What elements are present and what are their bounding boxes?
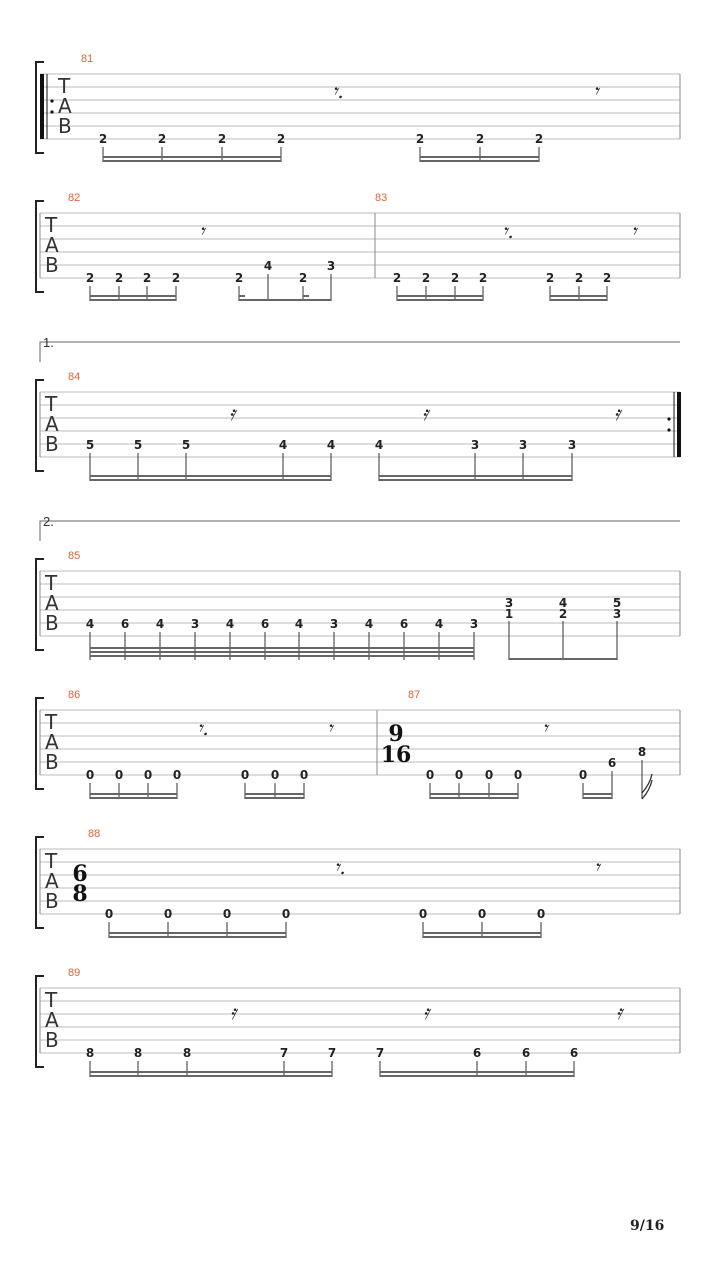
repeat-dot [50, 99, 53, 102]
eighth-rest: 𝄾. [332, 79, 344, 103]
fret-number: 7 [375, 1046, 385, 1060]
fret-numbers [86, 438, 576, 452]
beams [90, 647, 617, 660]
fret-number: 0 [513, 768, 523, 782]
eighth-rest: 𝄾. [334, 855, 346, 879]
fret-numbers [86, 259, 611, 285]
tab-clef-b: B [58, 114, 72, 138]
fret-number: 6 [260, 617, 270, 631]
time-signature-bottom: 8 [72, 881, 88, 907]
fret-number: 0 [425, 768, 435, 782]
fret-number: 2 [142, 271, 152, 285]
fret-number: 0 [240, 768, 250, 782]
system-82 [36, 192, 680, 301]
repeat-start-thick-bar [40, 74, 44, 139]
note-stems [90, 1061, 574, 1077]
sixteenth-rest: 𝄿 [616, 1000, 623, 1024]
fret-number: 0 [281, 907, 291, 921]
chord-fret-upper: 5 [612, 596, 622, 610]
fret-number: 2 [98, 132, 108, 146]
fret-number: 2 [602, 271, 612, 285]
tab-clef-b: B [45, 889, 59, 913]
fret-number: 0 [114, 768, 124, 782]
fret-number: 0 [418, 907, 428, 921]
tab-clef-a: A [45, 730, 59, 754]
fret-number: 6 [120, 617, 130, 631]
fret-number: 6 [472, 1046, 482, 1060]
chord-fret-lower: 3 [612, 607, 622, 621]
fret-number: 0 [578, 768, 588, 782]
fret-number: 2 [234, 271, 244, 285]
tab-clef-b: B [45, 253, 59, 277]
fret-number: 2 [478, 271, 488, 285]
system-81 [36, 53, 680, 162]
system-89 [36, 967, 680, 1077]
system-86 [36, 689, 680, 799]
staff-lines [40, 710, 680, 775]
fret-number: 4 [155, 617, 165, 631]
eighth-rest: 𝄾 [631, 219, 637, 243]
tab-clef-a: A [45, 869, 59, 893]
volta-2 [40, 514, 680, 541]
time-signature-top: 9 [388, 721, 404, 747]
fret-number: 3 [518, 438, 528, 452]
volta-1 [40, 335, 680, 362]
eighth-rest: 𝄾 [542, 716, 548, 740]
tab-clef-t: T [45, 571, 58, 595]
fret-number: 5 [85, 438, 95, 452]
beams [90, 295, 607, 301]
measure-number: 84 [68, 371, 81, 383]
measure-number: 87 [408, 689, 421, 701]
sixteenth-rest: 𝄿 [229, 401, 236, 425]
measure-number: 89 [68, 967, 81, 979]
eighth-rest: 𝄾 [199, 219, 205, 243]
chord-fret-lower: 1 [504, 607, 514, 621]
note-stems [90, 621, 617, 660]
fret-number: 3 [329, 617, 339, 631]
fret-number: 7 [327, 1046, 337, 1060]
fret-number: 0 [143, 768, 153, 782]
fret-number: 3 [567, 438, 577, 452]
measure-number: 86 [68, 689, 81, 701]
time-signature-top: 6 [72, 861, 88, 887]
measure-number: 81 [81, 53, 94, 65]
staff-lines [40, 849, 680, 914]
fret-numbers [86, 596, 621, 631]
repeat-dot [50, 110, 53, 113]
tab-clef-a: A [45, 1008, 59, 1032]
repeat-end-thick-bar [677, 392, 681, 457]
fret-number: 4 [278, 438, 288, 452]
fret-number: 0 [104, 907, 114, 921]
fret-number: 2 [171, 271, 181, 285]
tab-clef-t: T [58, 74, 71, 98]
staff-lines [40, 571, 680, 636]
system-84 [36, 371, 681, 481]
fret-number: 4 [85, 617, 95, 631]
eighth-rest: 𝄾. [197, 716, 209, 740]
fret-number: 3 [190, 617, 200, 631]
measure-number: 82 [68, 192, 81, 204]
fret-number: 2 [574, 271, 584, 285]
beams [103, 156, 539, 162]
sixteenth-rest: 𝄿 [230, 1000, 237, 1024]
eighth-rest: 𝄾. [502, 219, 514, 243]
note-stems [103, 147, 539, 162]
fret-number: 3 [469, 617, 479, 631]
fret-number: 3 [326, 259, 336, 273]
sixteenth-rest: 𝄿 [614, 401, 621, 425]
fret-number: 3 [470, 438, 480, 452]
sixteenth-rest: 𝄿 [422, 401, 429, 425]
fret-number: 4 [326, 438, 336, 452]
fret-number: 4 [364, 617, 374, 631]
tab-clef-t: T [45, 710, 58, 734]
fret-number: 4 [294, 617, 304, 631]
measure-number: 88 [88, 828, 101, 840]
chord-fret-upper: 3 [504, 596, 514, 610]
chord-fret-upper: 4 [558, 596, 568, 610]
beams [109, 932, 541, 938]
fret-number: 5 [133, 438, 143, 452]
tab-clef-a: A [45, 233, 59, 257]
fret-number: 8 [182, 1046, 192, 1060]
repeat-dot [667, 417, 670, 420]
page-number: 9/16 [630, 1218, 665, 1234]
fret-number: 2 [545, 271, 555, 285]
tab-clef-b: B [45, 611, 59, 635]
fret-number: 0 [85, 768, 95, 782]
system-88 [36, 828, 680, 938]
fret-number: 4 [263, 259, 273, 273]
fret-number: 0 [299, 768, 309, 782]
tab-clef-t: T [45, 213, 58, 237]
eighth-rest: 𝄾 [327, 716, 333, 740]
staff-lines [40, 213, 680, 278]
fret-number: 5 [181, 438, 191, 452]
fret-number: 2 [534, 132, 544, 146]
fret-number: 0 [477, 907, 487, 921]
fret-number: 8 [133, 1046, 143, 1060]
tab-clef-a: A [58, 94, 72, 118]
staff-lines [40, 988, 680, 1053]
tab-clef-t: T [45, 988, 58, 1012]
staff-lines [40, 74, 680, 139]
tab-clef-b: B [45, 432, 59, 456]
volta-label: 2. [43, 514, 54, 529]
sixteenth-rest: 𝄿 [423, 1000, 430, 1024]
tab-clef-t: T [45, 849, 58, 873]
system-85 [36, 550, 680, 660]
volta-label: 1. [43, 335, 54, 350]
beams [90, 793, 612, 799]
measure-number: 83 [375, 192, 388, 204]
fret-number: 4 [225, 617, 235, 631]
fret-number: 6 [399, 617, 409, 631]
tab-clef-a: A [45, 412, 59, 436]
fret-number: 0 [172, 768, 182, 782]
fret-number: 0 [484, 768, 494, 782]
chord-fret-lower: 2 [558, 607, 568, 621]
fret-number: 2 [298, 271, 308, 285]
fret-number: 2 [392, 271, 402, 285]
tab-clef-b: B [45, 750, 59, 774]
fret-number: 0 [222, 907, 232, 921]
fret-number: 0 [270, 768, 280, 782]
note-stems [109, 922, 541, 938]
fret-number: 0 [454, 768, 464, 782]
eighth-rest: 𝄾 [593, 79, 599, 103]
fret-numbers [86, 745, 646, 782]
fret-number: 2 [450, 271, 460, 285]
fret-number: 8 [637, 745, 647, 759]
fret-number: 4 [374, 438, 384, 452]
fret-number: 2 [157, 132, 167, 146]
fret-number: 2 [114, 271, 124, 285]
fret-number: 0 [163, 907, 173, 921]
note-flag [642, 774, 652, 799]
tab-clef-t: T [45, 392, 58, 416]
eighth-rest: 𝄾 [594, 855, 600, 879]
time-signature-bottom: 16 [380, 742, 412, 768]
fret-number: 8 [85, 1046, 95, 1060]
fret-number: 6 [521, 1046, 531, 1060]
fret-number: 2 [276, 132, 286, 146]
repeat-dot [667, 428, 670, 431]
measure-number: 85 [68, 550, 81, 562]
tab-clef-b: B [45, 1028, 59, 1052]
tab-clef-a: A [45, 591, 59, 615]
fret-number: 2 [85, 271, 95, 285]
fret-number: 7 [279, 1046, 289, 1060]
fret-number: 4 [434, 617, 444, 631]
fret-number: 2 [421, 271, 431, 285]
fret-number: 2 [475, 132, 485, 146]
fret-number: 2 [217, 132, 227, 146]
fret-number: 6 [569, 1046, 579, 1060]
fret-number: 6 [607, 756, 617, 770]
fret-number: 0 [536, 907, 546, 921]
fret-number: 2 [415, 132, 425, 146]
